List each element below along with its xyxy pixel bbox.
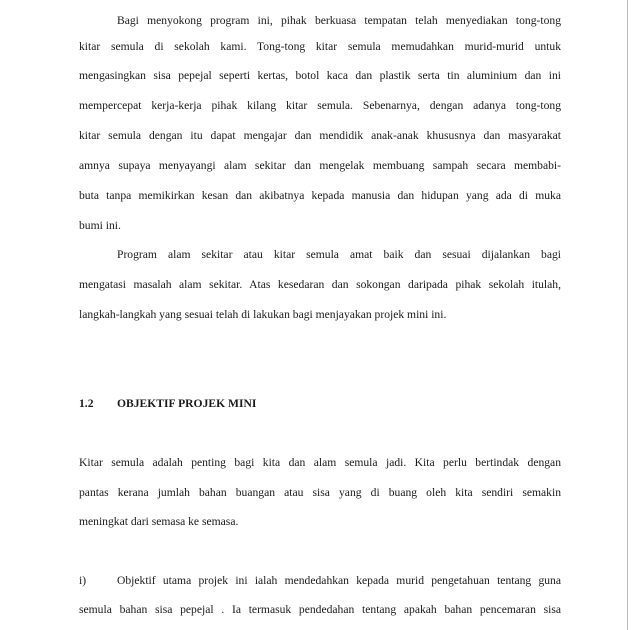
paragraph-2-line-1: Program alam sekitar atau kitar semula amat baik dan sesuai dijalankan bagi (117, 248, 561, 261)
paragraph-1-line-5: kitar semula dengan itu dapat mengajar dan mendidik anak-anak khususnya dan masyarakat (79, 129, 561, 142)
paragraph-3-line-3: meningkat dari semasa ke semasa. (79, 515, 239, 528)
paragraph-1-line-8: bumi ini. (79, 219, 121, 232)
paragraph-1-line-2: kitar semula di sekolah kami. Tong-tong kitar semula memudahkan murid-murid untuk (79, 40, 561, 53)
paragraph-1-line-3: mengasingkan sisa pepejal seperti kertas, botol kaca dan plastik serta tin aluminium dan ini (79, 69, 561, 82)
list-item-line-2: semula bahan sisa pepejal . Ia termasuk pendedahan tentang apakah bahan pencemaran sisa (79, 603, 561, 616)
paragraph-3-line-2: pantas kerana jumlah bahan buangan atau sisa yang di buang oleh kita sendiri semakin (79, 486, 561, 499)
paragraph-1-line-6: amnya supaya menyayangi alam sekitar dan mengelak membuang sampah secara membabi- (79, 159, 561, 172)
paragraph-1-line-7: buta tanpa memikirkan kesan dan akibatnya kepada manusia dan hidupan yang ada di muka (79, 189, 561, 202)
list-item-line-1: Objektif utama projek ini ialah mendedahkan kepada murid pengetahuan tentang guna (117, 574, 561, 587)
section-title: OBJEKTIF PROJEK MINI (117, 397, 257, 410)
paragraph-2-line-3: langkah-langkah yang sesuai telah di lakukan bagi menjayakan projek mini ini. (79, 308, 447, 321)
paragraph-1-line-4: mempercepat kerja-kerja pihak kilang kitar semula. Sebenarnya, dengan adanya tong-tong (79, 99, 561, 112)
paragraph-2-line-2: mengatasi masalah alam sekitar. Atas kesedaran dan sokongan daripada pihak sekolah itulah, (79, 278, 561, 291)
section-number: 1.2 (79, 397, 94, 410)
list-marker: i) (79, 574, 87, 587)
paragraph-1-line-1: Bagi menyokong program ini, pihak berkuasa tempatan telah menyediakan tong-tong (117, 14, 561, 27)
page-edge-divider (627, 0, 628, 630)
paragraph-3-line-1: Kitar semula adalah penting bagi kita dan alam semula jadi. Kita perlu bertindak dengan (79, 456, 561, 469)
